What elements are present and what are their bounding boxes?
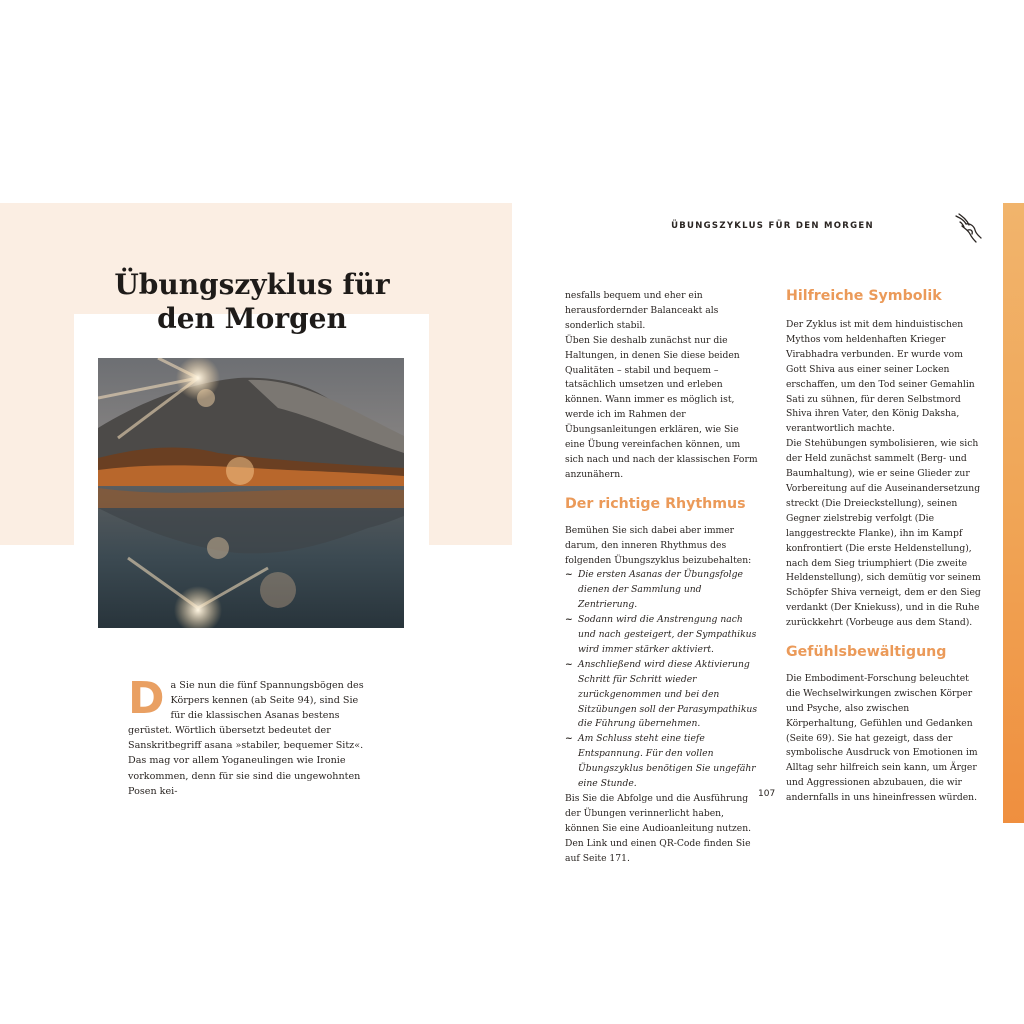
rhythm-list	[565, 568, 761, 792]
middle-column	[565, 289, 761, 867]
page-number: 107	[758, 789, 776, 799]
heading-rhythm: Der richtige Rhythmus	[565, 495, 746, 512]
hand-gesture-icon	[950, 210, 984, 244]
list-item: ~ Die ersten Asanas der Übungsfolge dienen der Sammlung und Zentrierung.	[565, 568, 761, 613]
intro-paragraph	[128, 673, 374, 799]
right-column	[786, 288, 982, 806]
right-paragraph-1: Der Zyklus ist mit dem hinduistischen Mythos vom heldenhaften Krieger Virabhadra verbunden. Er wurde vom Gott Shiva aus einer seiner Locken erschaffen, um den Tod seiner Gemahlin Sati zu sühnen, für deren Selbstmord Shiva ihren Vater, den König Daksha, verantwortlich machte.	[786, 319, 975, 435]
mid-paragraph-1: nesfalls bequem und eher ein herausfordernder Balanceakt als sonderlich stabil.	[565, 290, 719, 331]
page-title	[100, 268, 404, 336]
right-paragraph-3: Die Embodiment-Forschung beleuchtet die Wechselwirkungen zwischen Körper und Psyche, also zwischen Körperhaltung, Gefühlen und Gedanken (Seite 69). Sie hat gezeigt, dass der symbolische Ausdruck von Emotionen im Alltag sehr hilfreich sein kann, um Ärger und Aggressionen abzubauen, die wir andernfalls in uns hineinfressen würden.	[786, 672, 978, 804]
running-head: ÜBUNGSZYKLUS FÜR DEN MORGEN	[671, 221, 874, 231]
intro-text: a Sie nun die fünf Spannungsbögen des Körpers kennen (ab Seite 94), sind Sie für die klassischen Asanas bestens gerüstet. Wörtlich übersetzt bedeutet der Sanskritbegriff asana »stabiler, bequemer Sitz«. Das mag vor allem Yoganeulingen wie Ironie vorkommen, denn für sie sind die ungewohnten Posen kei-	[128, 680, 364, 797]
list-item: ~ Am Schluss steht eine tiefe Entspannung. Für den vollen Übungszyklus benötigen Sie ungefähr eine Stunde.	[565, 732, 761, 792]
list-item: ~ Sodann wird die Anstrengung nach und nach gesteigert, der Sympathikus wird immer stärker aktiviert.	[565, 613, 761, 658]
page-edge-bar	[1003, 203, 1024, 823]
right-paragraph-2: Die Stehübungen symbolisieren, wie sich der Held zunächst sammelt (Berg- und Baumhaltung), wie er seine Glieder zur Vorbereitung auf die Auseinandersetzung streckt (Die Dreieckstellung), seinen Gegner zielstrebig verfolgt (Die langgestreckte Flanke), ihn im Kampf konfrontiert (Die erste Heldenstellung), nach dem Sieg triumphiert (Die zweite Heldenstellung), sich demütig vor seinem Schöpfer Shiva verneigt, dem er den Sieg verdankt (Der Kniekuss), und in die Ruhe zurückkehrt (Vorbeuge aus dem Stand).	[786, 438, 981, 629]
lake-mountain-photo	[98, 358, 404, 628]
list-item: ~ Anschließend wird diese Aktivierung Schritt für Schritt wieder zurückgenommen und bei den Sitzübungen soll der Parasympathikus die Führung übernehmen.	[565, 658, 761, 733]
title-line-2: den Morgen	[157, 302, 347, 335]
heading-symbolik: Hilfreiche Symbolik	[786, 288, 942, 304]
heading-gefuehl: Gefühlsbewältigung	[786, 644, 947, 661]
mid-paragraph-4: Bis Sie die Abfolge und die Ausführung der Übungen verinnerlicht haben, können Sie eine Audioanleitung nutzen. Den Link und einen QR-Code finden Sie auf Seite 171.	[565, 793, 752, 864]
title-line-1: Übungszyklus für	[114, 268, 390, 301]
mid-paragraph-3: Bemühen Sie sich dabei aber immer darum, den inneren Rhythmus des folgenden Übungszyklus beizubehalten:	[565, 524, 752, 566]
drop-cap: D	[128, 673, 165, 724]
mid-paragraph-2: Üben Sie deshalb zunächst nur die Haltungen, in denen Sie diese beiden Qualitäten – stabil und bequem – tatsächlich umsetzen und erleben können. Wann immer es möglich ist, werde ich im Rahmen der Übungsanleitungen erklären, wie Sie eine Übung vereinfachen können, um sich nach und nach der klassischen Form anzunähern.	[565, 334, 758, 480]
